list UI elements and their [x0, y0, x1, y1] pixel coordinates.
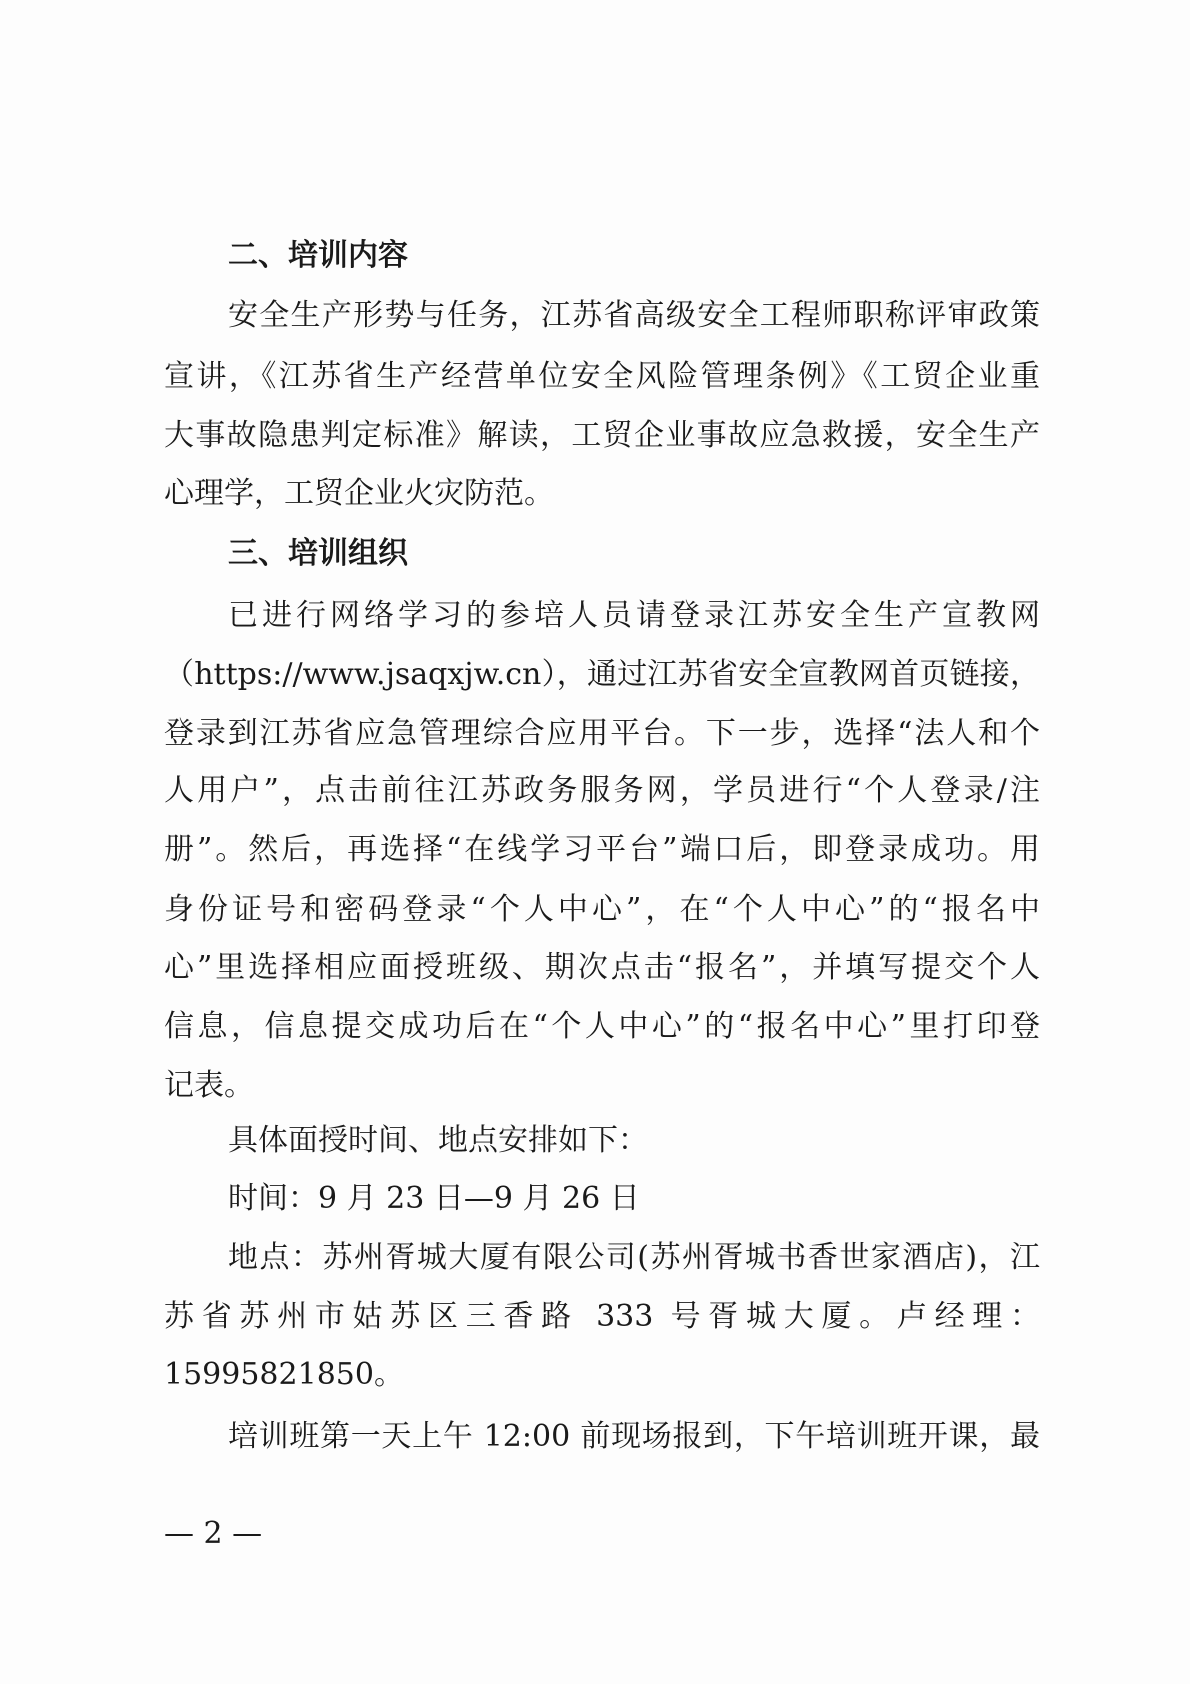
paragraph-line: 苏省苏州市姑苏区三香路 333 号胥城大厦。卢经理：	[164, 1299, 1040, 1334]
paragraph-line: （https://www.jsaqxjw.cn），通过江苏省安全宣教网首页链接，	[164, 657, 1040, 692]
paragraph-line: 记表。	[164, 1068, 254, 1103]
paragraph-line: 登录到江苏省应急管理综合应用平台。下一步，选择“法人和个	[164, 716, 1040, 751]
page-number: — 2 —	[164, 1516, 263, 1551]
paragraph-line: 安全生产形势与任务，江苏省高级安全工程师职称评审政策	[228, 298, 1040, 333]
paragraph-line: 身份证号和密码登录“个人中心”，在“个人中心”的“报名中	[164, 892, 1040, 927]
schedule-time: 时间：9 月 23 日—9 月 26 日	[228, 1181, 640, 1216]
contact-phone: 15995821850。	[164, 1357, 404, 1392]
section-heading-training-organization: 三、培训组织	[228, 536, 408, 571]
paragraph-line: 已进行网络学习的参培人员请登录江苏安全生产宣教网	[228, 598, 1040, 633]
paragraph-line: 培训班第一天上午 12:00 前现场报到，下午培训班开课，最	[228, 1419, 1040, 1454]
section-heading-training-content: 二、培训内容	[228, 238, 408, 273]
paragraph-line: 大事故隐患判定标准》解读，工贸企业事故应急救援，安全生产	[164, 418, 1040, 453]
paragraph-line: 人用户”，点击前往江苏政务服务网，学员进行“个人登录/注	[164, 773, 1040, 808]
schedule-location: 地点：苏州胥城大厦有限公司(苏州胥城书香世家酒店)，江	[228, 1240, 1040, 1275]
paragraph-line: 信息，信息提交成功后在“个人中心”的“报名中心”里打印登	[164, 1009, 1040, 1044]
paragraph-line: 册”。然后，再选择“在线学习平台”端口后，即登录成功。用	[164, 832, 1040, 867]
paragraph-line: 心”里选择相应面授班级、期次点击“报名”，并填写提交个人	[164, 950, 1040, 985]
paragraph-line: 宣讲，《江苏省生产经营单位安全风险管理条例》《工贸企业重	[164, 359, 1040, 394]
paragraph-line: 心理学，工贸企业火灾防范。	[164, 476, 554, 511]
schedule-intro: 具体面授时间、地点安排如下：	[228, 1123, 648, 1158]
